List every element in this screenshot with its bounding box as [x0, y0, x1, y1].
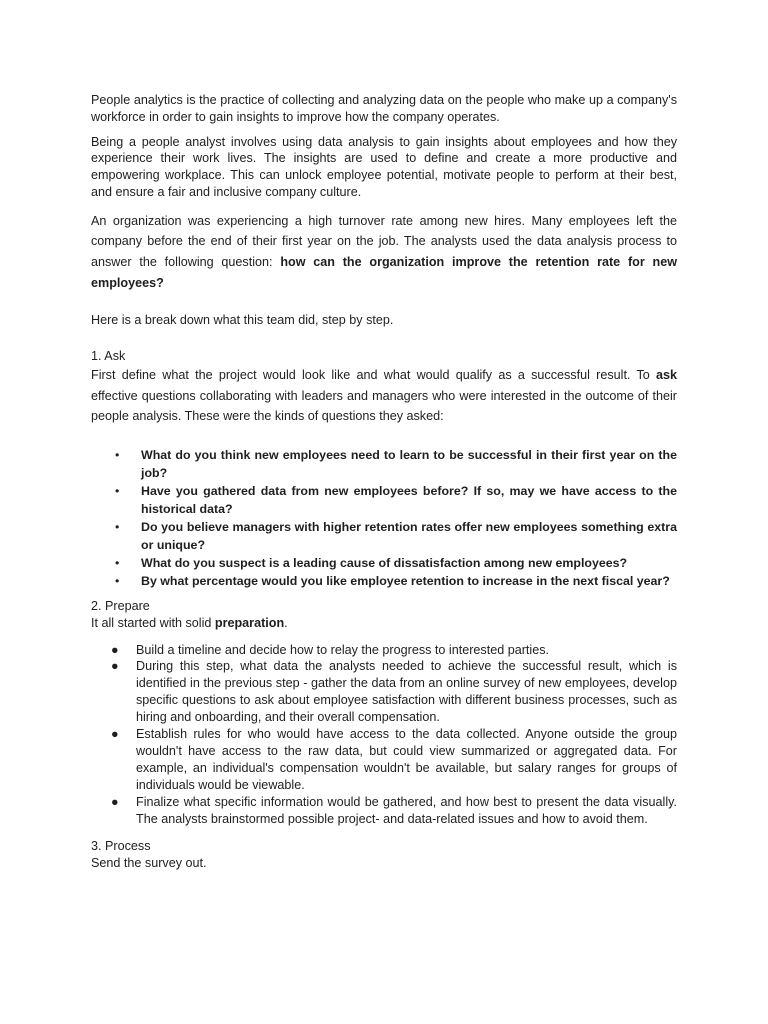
bullet-icon: •: [115, 447, 120, 462]
ask-text-after: effective questions collaborating with leaders and managers who were interested in the outcome of their people analysis. These were the kinds of questions they asked:: [91, 388, 677, 424]
ask-paragraph: [91, 365, 677, 427]
prepare-steps-list: [91, 642, 677, 828]
ask-text-before: First define what the project would look like and what would qualify as a successful result. To: [91, 367, 656, 382]
document-page: [91, 92, 677, 871]
list-item: [91, 482, 677, 518]
bullet-icon: •: [115, 573, 120, 588]
bullet-icon: ●: [111, 659, 119, 674]
section-heading-prepare: 2. Prepare: [91, 598, 150, 613]
bullet-icon: ●: [111, 794, 119, 809]
list-item: [91, 642, 677, 659]
process-paragraph: Send the survey out.: [91, 855, 207, 870]
bullet-icon: •: [115, 555, 120, 570]
prepare-text-before: It all started with solid: [91, 615, 215, 630]
prepare-text-after: .: [284, 615, 288, 630]
intro-paragraph-1: People analytics is the practice of collecting and analyzing data on the people who make up a company's workforce in order to gain insights to improve how the company operates.: [91, 93, 677, 124]
section-heading-process: 3. Process: [91, 838, 151, 853]
list-item-text: By what percentage would you like employee retention to increase in the next fiscal year?: [141, 573, 670, 588]
intro-paragraph-3: [91, 211, 677, 293]
list-item: [91, 794, 677, 828]
list-item-text: During this step, what data the analysts needed to achieve the successful result, which is identified in the previous step - gather the data from an online survey of new employees, develop specific questions to ask about employee satisfaction with different business processes, such as hiring and onboarding, and their overall compensation.: [136, 659, 677, 725]
list-item: [91, 554, 677, 572]
bullet-icon: •: [115, 519, 120, 534]
bullet-icon: •: [115, 483, 120, 498]
list-item: [91, 446, 677, 482]
research-question: how can the organization improve the retention rate for new employees?: [91, 254, 678, 290]
ask-bold-word: ask: [655, 367, 677, 382]
bullet-icon: ●: [111, 642, 119, 657]
list-item: [91, 518, 677, 554]
list-item-text: What do you suspect is a leading cause of dissatisfaction among new employees?: [141, 555, 628, 570]
list-item-text: Finalize what specific information would be gathered, and how best to present the data visually. The analysts brainstormed possible project- and data-related issues and how to avoid them.: [136, 794, 677, 826]
prepare-paragraph: [91, 615, 677, 632]
list-item: [91, 572, 677, 590]
list-item: [91, 726, 677, 794]
list-item-text: Do you believe managers with higher retention rates offer new employees something extra or unique?: [141, 519, 677, 552]
intro-paragraph-2: Being a people analyst involves using data analysis to gain insights about employees and how they experience their work lives. The insights are used to define and create a more productive and empowering workplace. This can unlock employee potential, motivate people to perform at their best, and ensure a fair and inclusive company culture.: [91, 134, 677, 199]
prepare-bold-word: preparation: [214, 615, 285, 630]
list-item-text: Have you gathered data from new employees before? If so, may we have access to the historical data?: [141, 483, 677, 516]
ask-questions-list: [91, 446, 677, 590]
list-item: [91, 658, 677, 726]
intro-paragraph-3-text: An organization was experiencing a high turnover rate among new hires. Many employees left the company before the end of their first year on the job. The analysts used the data analysis process to answer the following question:: [91, 213, 677, 269]
intro-paragraph-4: Here is a break down what this team did, step by step.: [91, 313, 394, 328]
list-item-text: Establish rules for who would have access to the data collected. Anyone outside the group wouldn't have access to the raw data, but could view summarized or aggregated data. For example, an individual's compensation wouldn't be available, but salary ranges for groups of individuals would be viewable.: [136, 727, 677, 792]
list-item-text: Build a timeline and decide how to relay the progress to interested parties.: [136, 642, 550, 657]
list-item-text: What do you think new employees need to learn to be successful in their first year on the job?: [141, 447, 677, 480]
bullet-icon: ●: [111, 727, 119, 742]
section-heading-ask: 1. Ask: [91, 348, 126, 363]
